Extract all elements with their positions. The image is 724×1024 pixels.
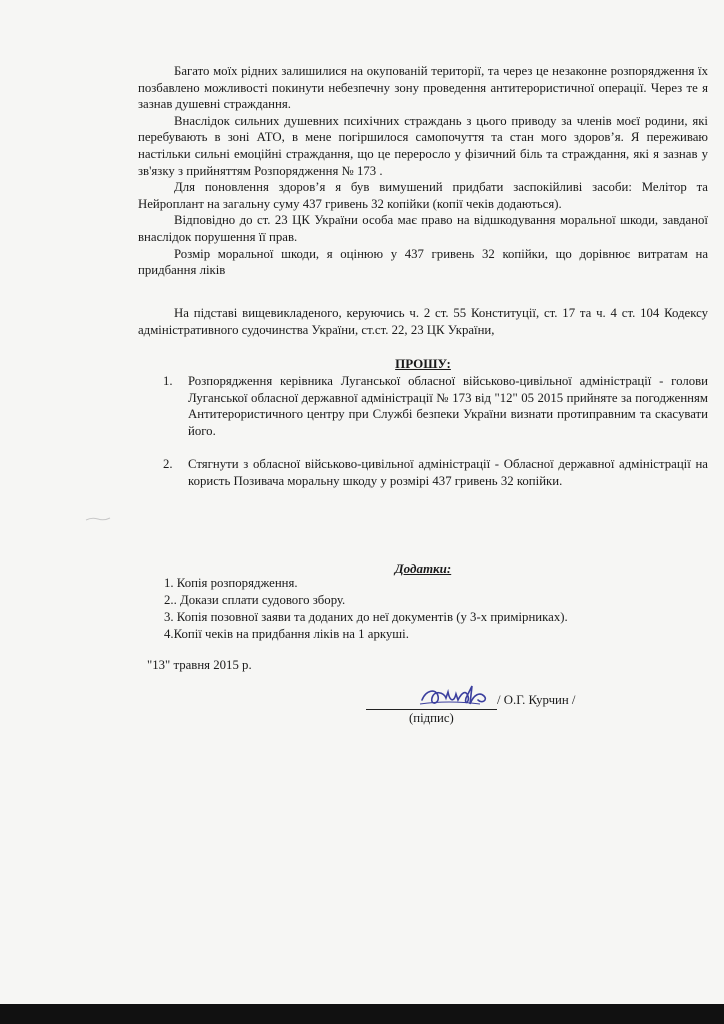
paragraph-relatives: Багато моїх рідних залишилися на окупованій території, та через це незаконне розпорядження їх позбавлено можливості покинути небезпечну зону проведення антитерористичної операції. Через те я зазнав душевні страждання. <box>138 64 708 112</box>
attachments-list <box>164 575 568 643</box>
request-number: 1. <box>163 374 173 388</box>
scan-bottom-border <box>0 1004 724 1024</box>
paragraph-legal-basis: На підставі вищевикладеного, керуючись ч. 2 ст. 55 Конституції, ст. 17 та ч. 4 ст. 104 Кодексу адміністративного судочинства України, ст.ст. 22, 23 ЦК України, <box>138 306 708 337</box>
attachment-item: 4.Копії чеків на придбання ліків на 1 аркуші. <box>164 627 409 641</box>
body-text <box>138 63 708 279</box>
attachments-title: Додатки: <box>394 561 452 576</box>
signature-caption: (підпис) <box>409 711 454 725</box>
request-heading: ПРОШУ: <box>395 356 451 371</box>
attachment-item: 3. Копія позовної заяви та доданих до неї документів (у 3-х примірниках). <box>164 610 568 624</box>
request-text: Стягнути з обласної військово-цивільної адміністрації - Обласної державної адміністрації на користь Позивача моральну шкоду у розмірі 437 гривень 32 копійки. <box>188 457 708 488</box>
scan-smudge-mark <box>84 514 112 524</box>
request-text: Розпорядження керівника Луганської обласної військово-цивільної адміністрації - голови Луганської обласної державної адміністрації № 173 від "12" 05 2015 прийняте за погодженням Антитерористичного центру при Службі безпеки України визнати протиправним та скасувати його. <box>188 374 708 438</box>
attachment-item: 1. Копія розпорядження. <box>164 576 298 590</box>
signer-name: / О.Г. Курчин / <box>497 693 576 707</box>
attachment-item: 2.. Докази сплати судового збору. <box>164 593 346 607</box>
paragraph-medicine: Для поновлення здоров’я я був вимушений придбати заспокійливі засоби: Мелітор та Нейроплант на загальну суму 437 гривень 32 копійки (копії чеків додаються). <box>138 180 708 211</box>
handwritten-signature-icon <box>418 680 498 712</box>
paragraph-damage-amount: Розмір моральної шкоди, я оцінюю у 437 гривень 32 копійки, що дорівнює витратам на придбання ліків <box>138 246 708 278</box>
document-date: "13" травня 2015 р. <box>147 658 252 672</box>
signature-line <box>366 709 497 710</box>
paragraph-law: Відповідно до ст. 23 ЦК України особа має право на відшкодування моральної шкоди, завданої внаслідок порушення її прав. <box>138 213 708 244</box>
paragraph-suffering: Внаслідок сильних душевних психічних страждань з цього приводу за членів моєї родини, які перебувають в зоні АТО, в мене погіршилося самопочуття та стан мого здоров’я. Я переживаю настільки сильні емоційні страждання, що це переросло у фізичний біль та страждання, які я зазнав у зв'язку з прийняттям Розпорядження № 173 . <box>138 113 708 178</box>
request-number: 2. <box>163 457 173 471</box>
request-item <box>163 456 708 489</box>
request-item <box>163 373 708 439</box>
